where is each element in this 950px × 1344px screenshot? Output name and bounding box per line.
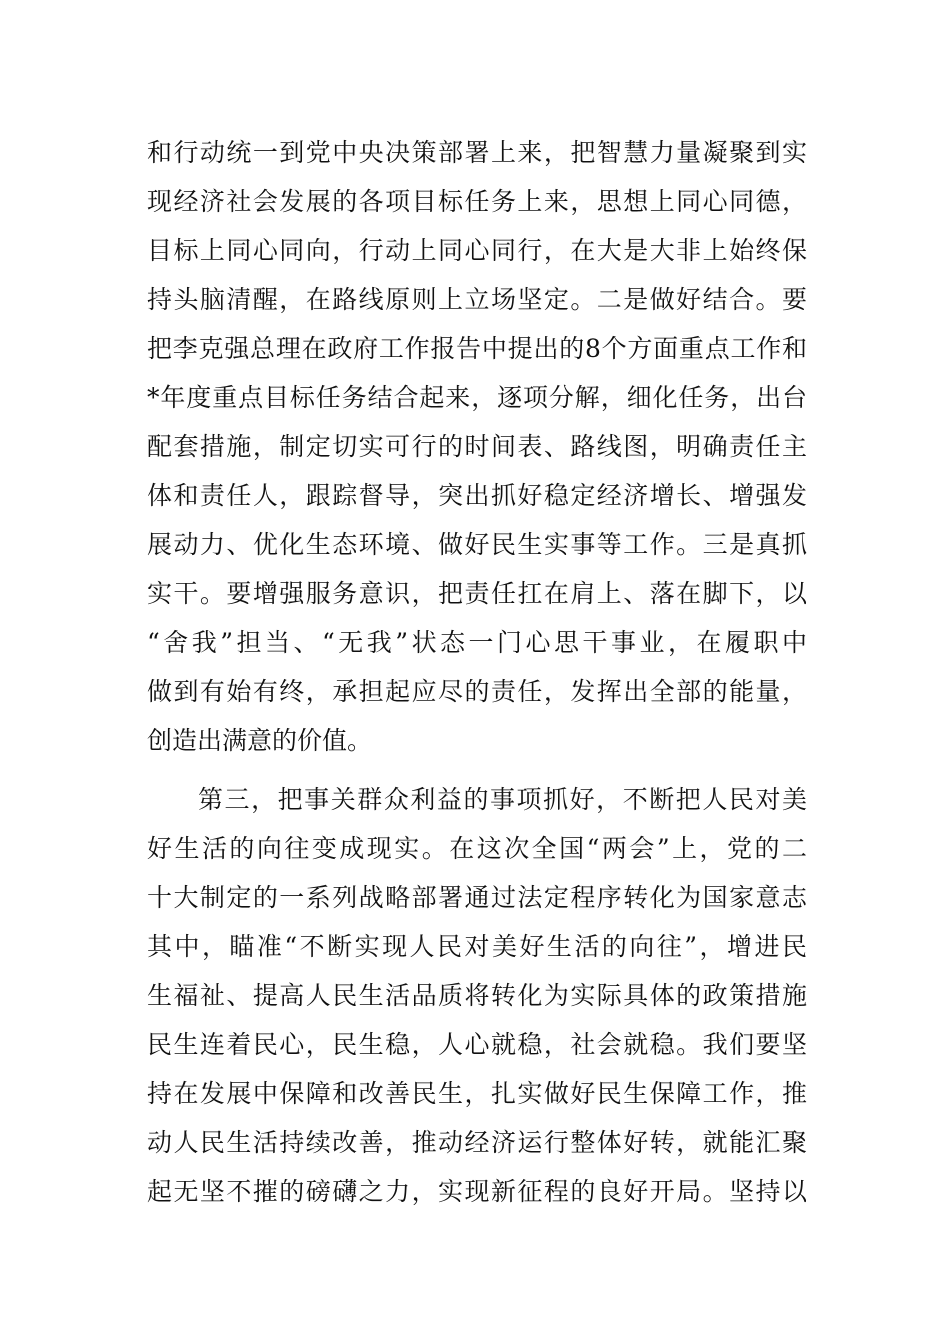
text-line: 体和责任人，跟踪督导，突出抓好稳定经济增长、增强发 — [147, 481, 807, 510]
text-line: 十大制定的一系列战略部署通过法定程序转化为国家意志 — [147, 883, 807, 912]
text-line: 展动力、优化生态环境、做好民生实事等工作。三是真抓 — [147, 530, 807, 559]
text-line: 好生活的向往变成现实。在这次全国“两会”上，党的二 — [147, 834, 807, 863]
text-line: 持头脑清醒，在路线原则上立场坚定。二是做好结合。要 — [147, 285, 807, 314]
text-line: 创造出满意的价值。 — [147, 726, 373, 755]
text-line: 配套措施，制定切实可行的时间表、路线图，明确责任主 — [147, 432, 807, 461]
text-line: 起无坚不摧的磅礴之力，实现新征程的良好开局。坚持以 — [147, 1177, 807, 1206]
text-line: 做到有始有终，承担起应尽的责任，发挥出全部的能量， — [147, 677, 807, 706]
text-line: 持在发展中保障和改善民生，扎实做好民生保障工作，推 — [147, 1079, 807, 1108]
text-line: 现经济社会发展的各项目标任务上来，思想上同心同德， — [147, 187, 807, 216]
text-line: 目标上同心同向，行动上同心同行，在大是大非上始终保 — [147, 236, 807, 265]
text-line: “舍我”担当、“无我”状态一门心思干事业，在履职中 — [147, 628, 807, 657]
paragraph-first-line: 第三，把事关群众利益的事项抓好，不断把人民对美 — [198, 785, 807, 814]
text-line: 实干。要增强服务意识，把责任扛在肩上、落在脚下，以 — [147, 579, 807, 608]
text-line: 把李克强总理在政府工作报告中提出的8个方面重点工作和 — [147, 334, 807, 363]
text-line: *年度重点目标任务结合起来，逐项分解，细化任务，出台 — [147, 383, 807, 412]
text-line: 动人民生活持续改善，推动经济运行整体好转，就能汇聚 — [147, 1128, 807, 1157]
text-line: 和行动统一到党中央决策部署上来，把智慧力量凝聚到实 — [147, 138, 807, 167]
text-line: 民生连着民心，民生稳，人心就稳，社会就稳。我们要坚 — [147, 1030, 807, 1059]
text-line: 生福祉、提高人民生活品质将转化为实际具体的政策措施 — [147, 981, 807, 1010]
text-line: 其中，瞄准“不断实现人民对美好生活的向往”，增进民 — [147, 932, 807, 961]
